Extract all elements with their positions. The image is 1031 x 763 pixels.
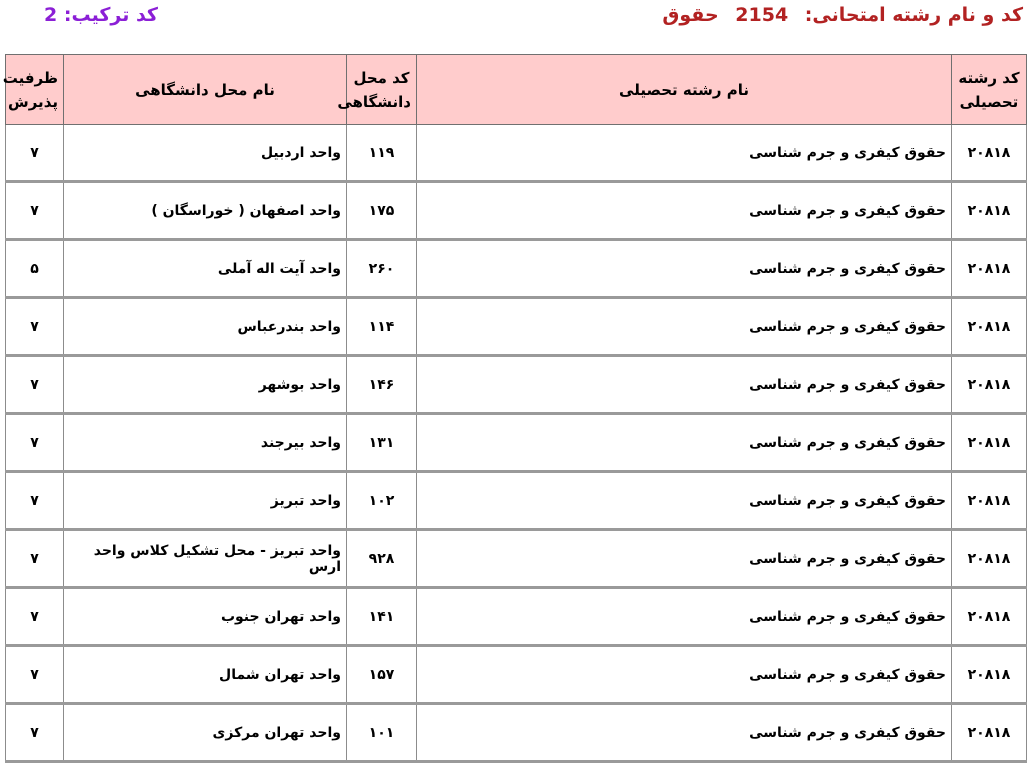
- page-header: [0, 0, 1031, 44]
- cell-uni-name: واحد آیت اله آملی: [64, 240, 347, 298]
- cell-major-code: ۲۰۸۱۸: [952, 588, 1027, 646]
- cell-uni-code: ۱۰۱: [347, 704, 417, 762]
- table-row: [6, 414, 1027, 472]
- exam-label: کد و نام رشته امتحانی:: [804, 4, 1023, 26]
- cell-capacity: ۷: [6, 646, 64, 704]
- cell-major-name: حقوق کیفری و جرم شناسی: [417, 356, 952, 414]
- cell-major-code: ۲۰۸۱۸: [952, 240, 1027, 298]
- cell-uni-code: ۹۲۸: [347, 530, 417, 588]
- cell-uni-name: واحد تهران شمال: [64, 646, 347, 704]
- table-row: [6, 646, 1027, 704]
- cell-uni-code: ۱۱۴: [347, 298, 417, 356]
- table-row: [6, 472, 1027, 530]
- combo-label: کد ترکیب:: [63, 4, 158, 26]
- combo-value: 2: [44, 4, 58, 26]
- cell-major-name: حقوق کیفری و جرم شناسی: [417, 125, 952, 182]
- cell-capacity: ۷: [6, 704, 64, 762]
- cell-major-code: ۲۰۸۱۸: [952, 356, 1027, 414]
- exam-name: حقوق: [662, 4, 719, 26]
- cell-major-code: ۲۰۸۱۸: [952, 182, 1027, 240]
- cell-uni-code: ۱۴۱: [347, 588, 417, 646]
- cell-major-code: ۲۰۸۱۸: [952, 646, 1027, 704]
- col-header-major-name: نام رشته تحصیلی: [417, 55, 952, 125]
- cell-uni-code: ۱۱۹: [347, 125, 417, 182]
- admission-table: [2, 54, 1027, 763]
- table-row: [6, 240, 1027, 298]
- cell-capacity: ۵: [6, 240, 64, 298]
- cell-capacity: ۷: [6, 356, 64, 414]
- cell-capacity: ۷: [6, 472, 64, 530]
- cell-uni-code: ۱۰۲: [347, 472, 417, 530]
- cell-uni-name: واحد تهران مرکزی: [64, 704, 347, 762]
- cell-uni-code: ۲۶۰: [347, 240, 417, 298]
- cell-uni-code: ۱۳۱: [347, 414, 417, 472]
- table-row: [6, 588, 1027, 646]
- cell-uni-name: واحد تهران جنوب: [64, 588, 347, 646]
- combo-title: [44, 4, 158, 26]
- col-header-capacity: ظرفیت پذیرش: [6, 55, 64, 125]
- cell-uni-name: واحد اصفهان ( خوراسگان ): [64, 182, 347, 240]
- cell-major-name: حقوق کیفری و جرم شناسی: [417, 182, 952, 240]
- cell-major-name: حقوق کیفری و جرم شناسی: [417, 240, 952, 298]
- cell-major-code: ۲۰۸۱۸: [952, 530, 1027, 588]
- table-row: [6, 182, 1027, 240]
- cell-major-name: حقوق کیفری و جرم شناسی: [417, 646, 952, 704]
- cell-uni-code: ۱۷۵: [347, 182, 417, 240]
- table-row: [6, 356, 1027, 414]
- cell-major-name: حقوق کیفری و جرم شناسی: [417, 298, 952, 356]
- cell-major-code: ۲۰۸۱۸: [952, 472, 1027, 530]
- cell-major-name: حقوق کیفری و جرم شناسی: [417, 530, 952, 588]
- cell-uni-name: واحد بیرجند: [64, 414, 347, 472]
- cell-uni-name: واحد بندرعباس: [64, 298, 347, 356]
- cell-uni-name: واحد اردبیل: [64, 125, 347, 182]
- exam-title: [662, 4, 1023, 26]
- table-row: [6, 298, 1027, 356]
- cell-major-name: حقوق کیفری و جرم شناسی: [417, 588, 952, 646]
- col-header-major-code: کد رشته تحصیلی: [952, 55, 1027, 125]
- exam-code: 2154: [735, 4, 789, 26]
- cell-major-code: ۲۰۸۱۸: [952, 704, 1027, 762]
- cell-capacity: ۷: [6, 414, 64, 472]
- table-row: [6, 530, 1027, 588]
- cell-uni-code: ۱۴۶: [347, 356, 417, 414]
- cell-uni-code: ۱۵۷: [347, 646, 417, 704]
- cell-capacity: ۷: [6, 182, 64, 240]
- cell-major-name: حقوق کیفری و جرم شناسی: [417, 414, 952, 472]
- cell-capacity: ۷: [6, 298, 64, 356]
- table-body: [6, 125, 1027, 762]
- cell-major-name: حقوق کیفری و جرم شناسی: [417, 704, 952, 762]
- cell-major-code: ۲۰۸۱۸: [952, 125, 1027, 182]
- cell-uni-name: واحد تبریز: [64, 472, 347, 530]
- cell-major-name: حقوق کیفری و جرم شناسی: [417, 472, 952, 530]
- cell-uni-name: واحد بوشهر: [64, 356, 347, 414]
- cell-uni-name: واحد تبریز - محل تشکیل کلاس واحد ارس: [64, 530, 347, 588]
- cell-capacity: ۷: [6, 588, 64, 646]
- cell-major-code: ۲۰۸۱۸: [952, 298, 1027, 356]
- table-row: [6, 125, 1027, 182]
- cell-capacity: ۷: [6, 530, 64, 588]
- cell-capacity: ۷: [6, 125, 64, 182]
- table-header: [2, 55, 1027, 125]
- col-header-uni-code: کد محل دانشگاهی: [347, 55, 417, 125]
- col-header-uni-name: نام محل دانشگاهی: [64, 55, 347, 125]
- cell-major-code: ۲۰۸۱۸: [952, 414, 1027, 472]
